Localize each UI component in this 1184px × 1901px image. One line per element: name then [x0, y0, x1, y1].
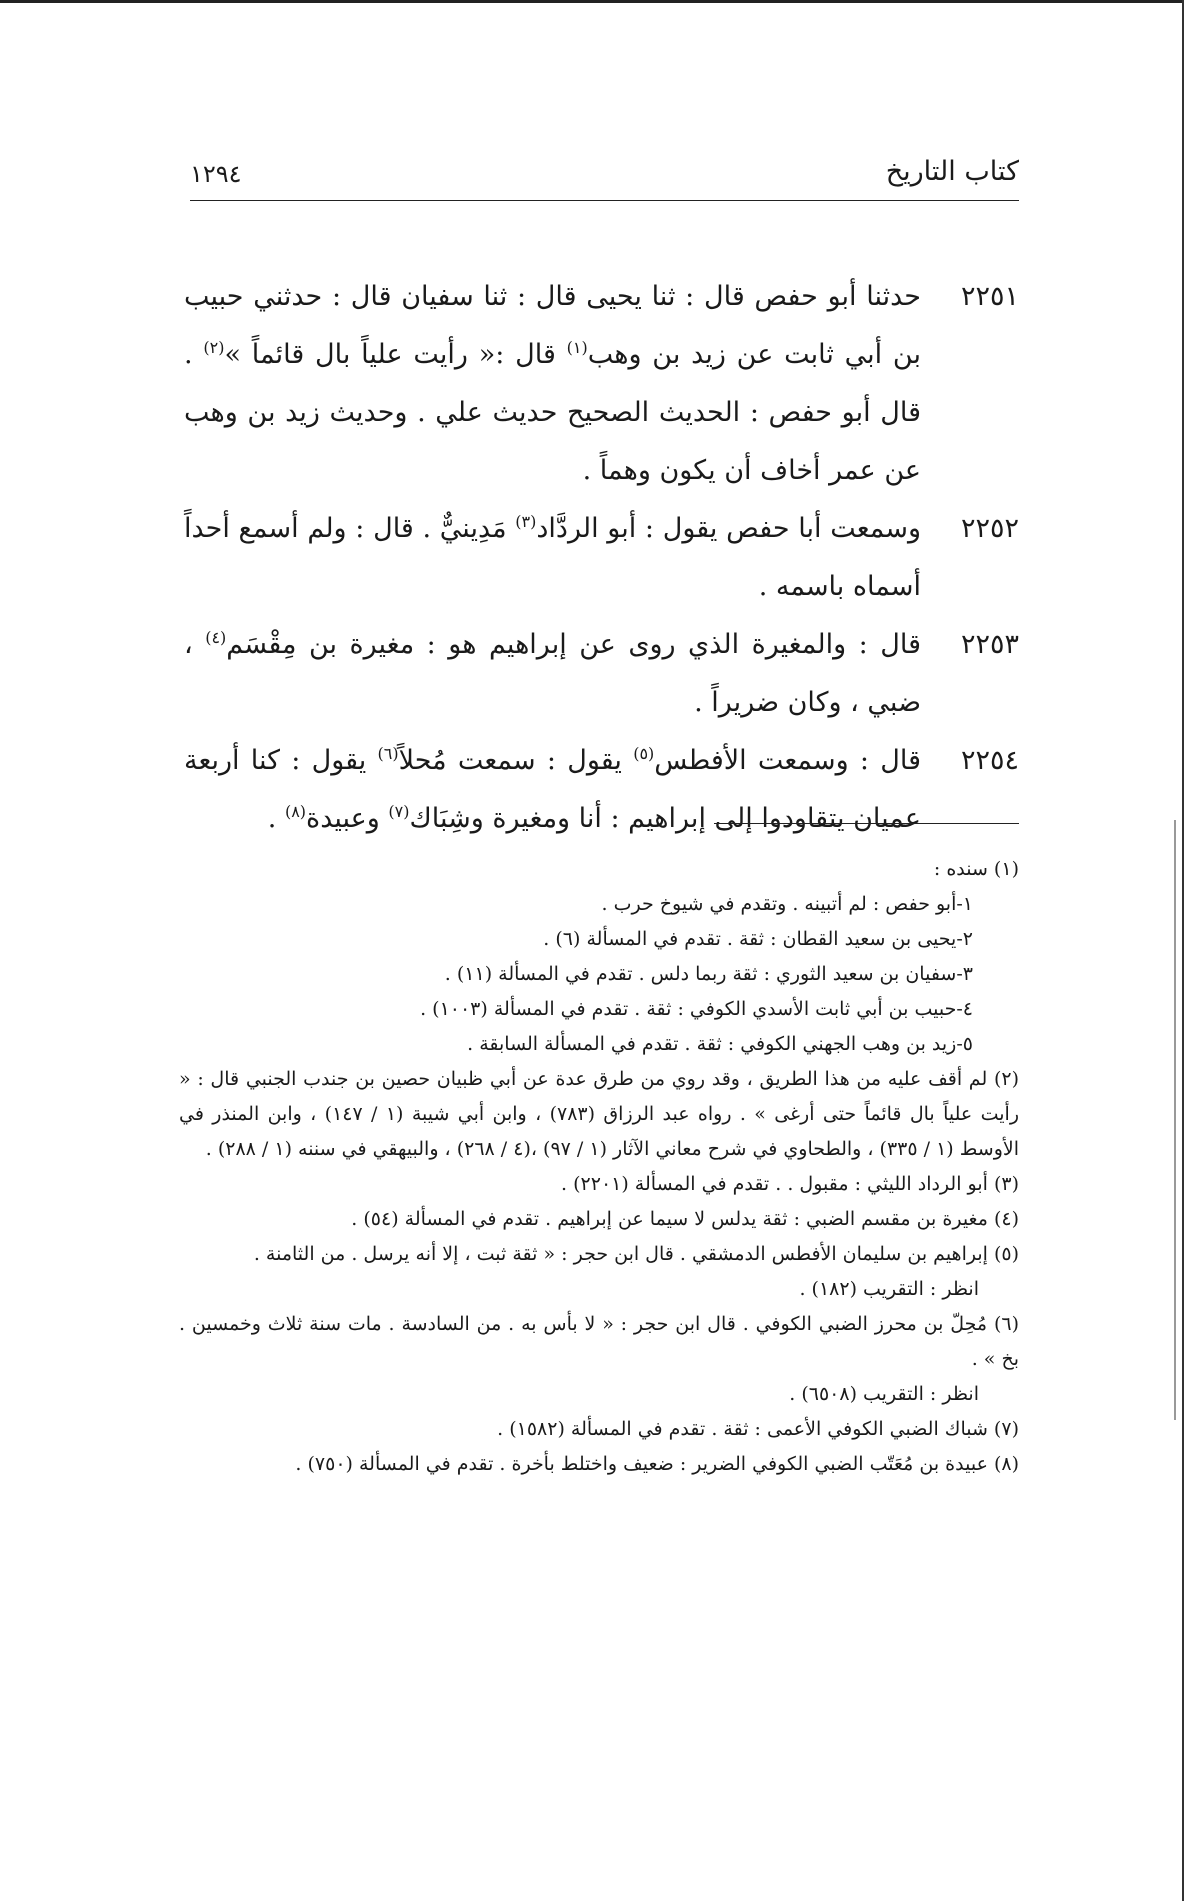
running-header	[190, 150, 1019, 201]
entry-2251	[184, 268, 1019, 500]
footnote: (٥) إبراهيم بن سليمان الأفطس الدمشقي . قال ابن حجر : « ثقة ثبت ، إلا أنه يرسل . من الثامنة .	[253, 1243, 1019, 1265]
book-title: كتاب التاريخ	[885, 156, 1019, 187]
entry-number: ٢٢٥١	[960, 281, 1019, 312]
entry-text: .	[267, 803, 285, 834]
entry-2254	[184, 732, 1019, 848]
footnote-ref: (٤)	[205, 628, 227, 647]
footnote-chain-item: ٥-زيد بن وهب الجهني الكوفي : ثقة . تقدم في المسألة السابقة .	[467, 1033, 973, 1055]
scan-edge-top	[0, 0, 1184, 3]
entry-text: قال :« رأيت علياً بال قائماً »	[224, 339, 567, 370]
footnote-ref: (٦)	[377, 744, 399, 763]
entry-2252	[184, 500, 1019, 616]
footnote-continuation: انظر : التقريب (١٨٢) .	[799, 1278, 979, 1300]
footnote-chain-item: ٤-حبيب بن أبي ثابت الأسدي الكوفي : ثقة . تقدم في المسألة (١٠٠٣) .	[420, 998, 973, 1020]
entry-text: يقول : سمعت مُحلاً	[398, 745, 634, 776]
entry-number: ٢٢٥٤	[960, 745, 1019, 776]
entry-text: يقول : كنا أربعة عميان يتقاودوا إلى إبراهيم : أنا ومغيرة وشِبَاك	[184, 745, 921, 834]
entry-text: مَدِينيٌّ . قال : ولم أسمع أحداً أسماه باسمه .	[184, 513, 921, 602]
footnote-chain-item: ١-أبو حفص : لم أتبينه . وتقدم في شيوخ حرب .	[601, 893, 973, 915]
footnote: (٢) لم أقف عليه من هذا الطريق ، وقد روي من طرق عدة عن أبي ظبيان حصين بن جندب الجنبي قال : « رأيت علياً بال قائماً حتى أرغى » . رواه عبد الرزاق (٧٨٣) ، وابن أبي شيبة (١ / ١٤٧) ، وابن المنذر في الأوسط (١ / ٣٣٥) ، والطحاوي في شرح معاني الآثار (١ / ٩٧) ،(٤ / ٢٦٨) ، والبيهقي في سننه (١ / ٢٨٨) .	[179, 1068, 1020, 1160]
footnote-separator	[714, 823, 1019, 824]
footnote: (٣) أبو الرداد الليثي : مقبول . . تقدم في المسألة (٢٢٠١) .	[561, 1173, 1019, 1195]
footnote-ref: (٧)	[388, 802, 410, 821]
entry-number: ٢٢٥٣	[960, 629, 1019, 660]
entry-2253	[184, 616, 1019, 732]
footnote: (٦) مُحِلّ بن محرز الضبي الكوفي . قال ابن حجر : « لا بأس به . من السادسة . مات سنة ثلاث وخمسين . بخ » .	[179, 1313, 1019, 1370]
page-number: ١٢٩٤	[190, 160, 242, 188]
entry-text: . قال أبو حفص : الحديث الصحيح حديث علي . وحديث زيد بن وهب عن عمر أخاف أن يكون وهماً .	[184, 339, 921, 486]
entry-text: حدثنا أبو حفص قال : ثنا يحيى قال : ثنا سفيان قال : حدثني حبيب بن أبي ثابت عن زيد بن وهب	[184, 281, 922, 370]
main-text	[184, 268, 1019, 848]
entry-text: ، ضبي ، وكان ضريراً .	[184, 629, 921, 718]
entry-text: وسمعت أبا حفص يقول : أبو الردَّاد	[536, 513, 921, 544]
footnote-ref: (١)	[566, 338, 588, 357]
footnote: (١) سنده :	[933, 858, 1019, 880]
entry-text: وعبيدة	[306, 803, 389, 834]
footnote-ref: (٥)	[633, 744, 655, 763]
footnote: (٤) مغيرة بن مقسم الضبي : ثقة يدلس لا سيما عن إبراهيم . تقدم في المسألة (٥٤) .	[351, 1208, 1019, 1230]
footnote-ref: (٨)	[284, 802, 307, 821]
footnote: (٨) عبيدة بن مُعَتّب الضبي الكوفي الضرير : ضعيف واختلط بأخرة . تقدم في المسألة (٧٥٠) .	[295, 1453, 1019, 1475]
footnote-continuation: انظر : التقريب (٦٥٠٨) .	[789, 1383, 979, 1405]
scan-edge-shadow	[1174, 820, 1176, 1420]
footnote-chain-item: ٢-يحيى بن سعيد القطان : ثقة . تقدم في المسألة (٦) .	[543, 928, 973, 950]
footnote-ref: (٣)	[515, 512, 537, 531]
entry-text: قال : والمغيرة الذي روى عن إبراهيم هو : مغيرة بن مِقْسَم	[226, 629, 921, 660]
footnote-chain-item: ٣-سفيان بن سعيد الثوري : ثقة ربما دلس . تقدم في المسألة (١١) .	[444, 963, 973, 985]
footnotes	[179, 852, 1019, 1482]
footnote-ref: (٢)	[203, 338, 225, 357]
entry-number: ٢٢٥٢	[960, 513, 1019, 544]
entry-text: قال : وسمعت الأفطس	[654, 745, 922, 776]
footnote: (٧) شباك الضبي الكوفي الأعمى : ثقة . تقدم في المسألة (١٥٨٢) .	[497, 1418, 1019, 1440]
